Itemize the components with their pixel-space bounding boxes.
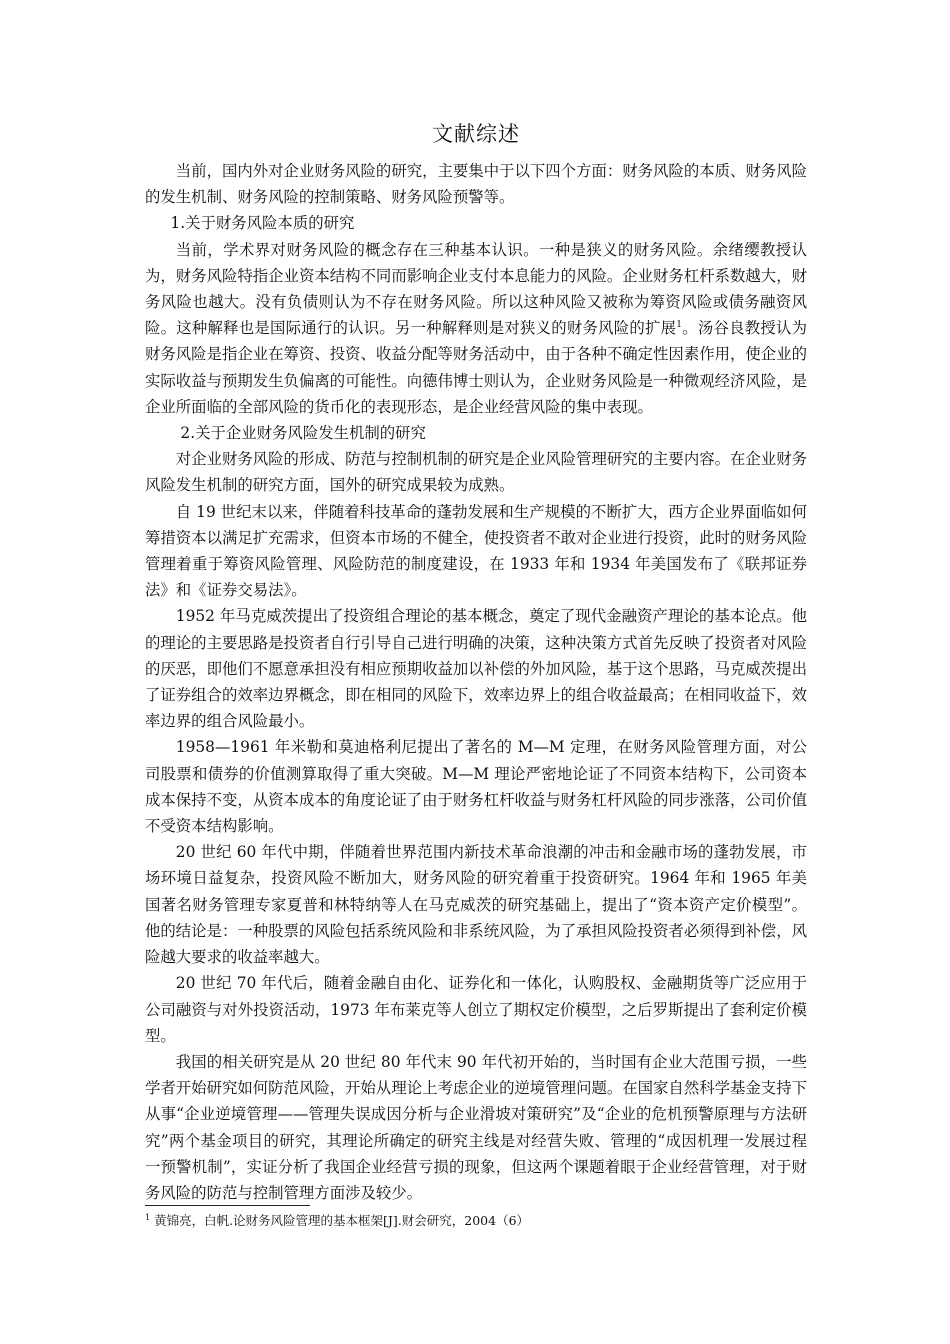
risk-nature-paragraph bbox=[145, 237, 807, 420]
footnote-reference[interactable]: 1 bbox=[676, 320, 682, 331]
risk-nature-text-b: 。汤谷良教授认为财务风险是指企业在筹资、投资、收益分配等财务活动中，由于各种不确定性因素作用，使企业的实际收益与预期发生负偏离的可能性。向德伟博士则认为，企业财务风险是一种微观经济风险，是企业所面临的全部风险的货币化的表现形态，是企业经营风险的集中表现。 bbox=[145, 319, 807, 416]
document-body bbox=[145, 120, 807, 1206]
footnote-text: 黄锦亮，白帆.论财务风险管理的基本框架[J].财会研究，2004（6） bbox=[150, 1213, 530, 1228]
history-paragraph-1958: 1958—1961 年米勒和莫迪格利尼提出了著名的 M—M 定理，在财务风险管理方面，对公司股票和债券的价值测算取得了重大突破。M—M 理论严密地论证了不同资本结构下，公司资本成本保持不变，从资本成本的角度论证了由于财务杠杆收益与财务杠杆风险的同步涨落，公司价值不受资本结构影响。 bbox=[145, 738, 807, 836]
history-paragraph-1960s: 20 世纪 60 年代中期，伴随着世界范围内新技术革命浪潮的冲击和金融市场的蓬勃发展，市场环境日益复杂，投资风险不断加大，财务风险的研究着重于投资研究。1964 年和 1965 年美国著名财务管理专家夏普和林特纳等人在马克威茨的研究基础上，提出了“资本资产定价模型”。他的结论是：一种股票的风险包括系统风险和非系统风险，为了承担风险投资者必须得到补偿，风险越大要求的收益率越大。 bbox=[145, 843, 807, 967]
risk-nature-text-a: 当前，学术界对财务风险的概念存在三种基本认识。一种是狭义的财务风险。余绪缨教授认为，财务风险特指企业资本结构不同而影响企业支付本息能力的风险。企业财务杠杆系数越大，财务风险也越大。没有负债则认为不存在财务风险。所以这种风险又被称为筹资风险或债务融资风险。这种解释也是国际通行的认识。另一种解释则是对狭义的财务风险的扩展 bbox=[145, 240, 807, 338]
history-paragraph-1952: 1952 年马克威茨提出了投资组合理论的基本概念，奠定了现代金融资产理论的基本论点。他的理论的主要思路是投资者自行引导自己进行明确的决策，这种决策方式首先反映了投资者对风险的厌恶，即他们不愿意承担没有相应预期收益加以补偿的外加风险，基于这个思路，马克威茨提出了证券组合的效率边界概念，即在相同的风险下，效率边界上的组合收益最高；在相同收益下，效率边界的组合风险最小。 bbox=[145, 607, 807, 731]
china-research-paragraph: 我国的相关研究是从 20 世纪 80 年代末 90 年代初开始的，当时国有企业大范围亏损，一些学者开始研究如何防范风险，开始从理论上考虑企业的逆境管理问题。在国家自然科学基金支持下从事“企业逆境管理——管理失误成因分析与企业滑坡对策研究”及“企业的危机预警原理与方法研究”两个基金项目的研究，其理论所确定的研究主线是对经营失败、管理的“成因机理一发展过程一预警机制”，实证分析了我国企业经营亏损的现象，但这两个课题着眼于企业经营管理，对于财务风险的防范与控制管理方面涉及较少。 bbox=[145, 1052, 807, 1202]
footnote bbox=[145, 1212, 807, 1230]
footnote-divider bbox=[145, 1205, 310, 1206]
section-heading-1: 1.关于财务风险本质的研究 bbox=[170, 214, 355, 233]
footnote-marker: 1 bbox=[145, 1212, 151, 1222]
history-paragraph-1970s: 20 世纪 70 年代后，随着金融自由化、证券化和一体化，认购股权、金融期货等广泛应用于公司融资与对外投资活动，1973 年布莱克等人创立了期权定价模型，之后罗斯提出了套利定价模型。 bbox=[145, 974, 807, 1045]
mechanism-paragraph: 对企业财务风险的形成、防范与控制机制的研究是企业风险管理研究的主要内容。在企业财务风险发生机制的研究方面，国外的研究成果较为成熟。 bbox=[145, 450, 807, 495]
section-heading-2: 2.关于企业财务风险发生机制的研究 bbox=[180, 424, 426, 443]
history-paragraph-19c: 自 19 世纪末以来，伴随着科技革命的蓬勃发展和生产规模的不断扩大，西方企业界面临如何筹措资本以满足扩充需求，但资本市场的不健全，使投资者不敢对企业进行投资，此时的财务风险管理着重于筹资风险管理、风险防范的制度建设，在 1933 年和 1934 年美国发布了《联邦证券法》和《证券交易法》。 bbox=[145, 502, 807, 600]
page-title: 文献综述 bbox=[432, 122, 520, 146]
intro-paragraph: 当前，国内外对企业财务风险的研究，主要集中于以下四个方面：财务风险的本质、财务风险的发生机制、财务风险的控制策略、财务风险预警等。 bbox=[145, 162, 807, 207]
